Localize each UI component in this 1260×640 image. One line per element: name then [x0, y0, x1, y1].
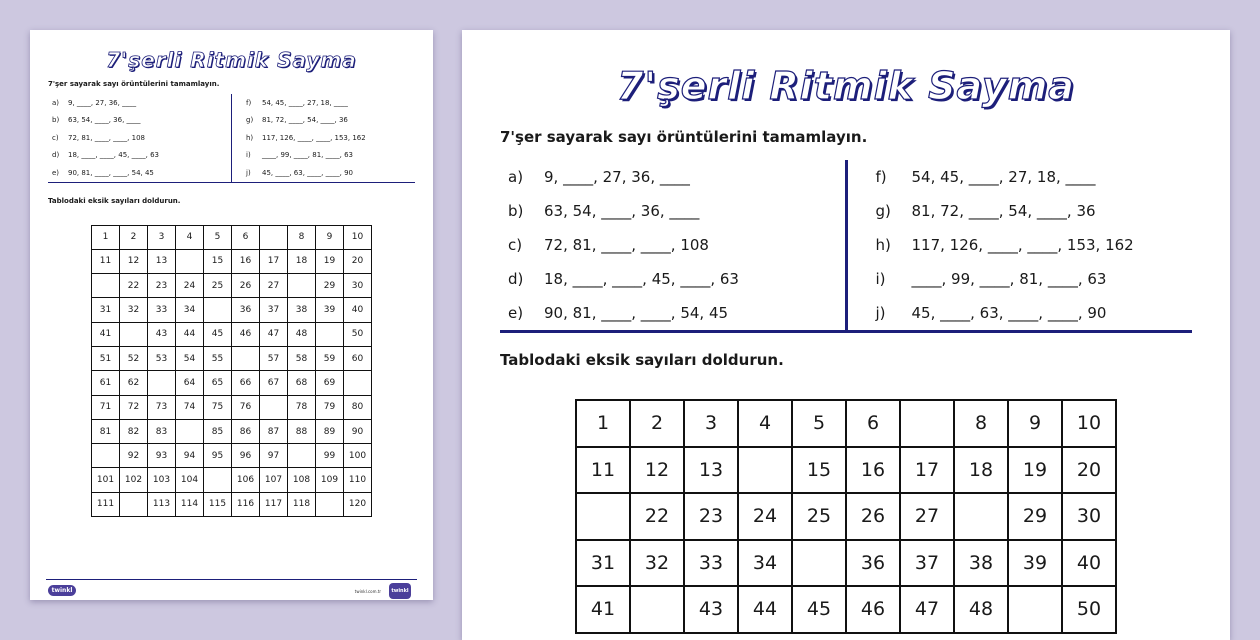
grid-cell: 41	[92, 322, 120, 346]
grid-cell: 9	[316, 225, 344, 249]
grid-cell	[92, 274, 120, 298]
grid-cell	[576, 493, 630, 540]
grid-cell: 15	[792, 447, 846, 494]
problem-item	[48, 147, 231, 165]
grid-cell: 3	[148, 225, 176, 249]
grid-row	[92, 419, 372, 443]
grid-cell: 20	[1062, 447, 1116, 494]
problem-label: b)	[508, 202, 524, 220]
problem-item	[232, 147, 415, 165]
problems-right	[232, 94, 415, 182]
grid-cell: 41	[576, 586, 630, 633]
grid-cell: 15	[204, 249, 232, 273]
grid-cell: 20	[344, 249, 372, 273]
grid-cell: 38	[288, 298, 316, 322]
grid-cell: 46	[232, 322, 260, 346]
grid-cell: 117	[260, 492, 288, 516]
grid-cell: 60	[344, 346, 372, 370]
grid-cell: 19	[316, 249, 344, 273]
worksheet-preview	[30, 30, 433, 600]
grid-cell: 16	[232, 249, 260, 273]
instruction-table: Tablodaki eksik sayıları doldurun.	[48, 196, 181, 205]
grid-cell: 99	[316, 444, 344, 468]
number-grid	[91, 225, 372, 518]
grid-cell: 83	[148, 419, 176, 443]
problem-label: h)	[246, 133, 254, 142]
grid-row	[576, 586, 1116, 633]
problem-sequence: 72, 81, ____, ____, 108	[544, 236, 709, 254]
footer	[46, 579, 417, 594]
grid-cell	[204, 298, 232, 322]
grid-cell: 37	[900, 540, 954, 587]
problems-left	[500, 160, 848, 330]
grid-cell: 6	[846, 400, 900, 447]
footer-divider	[46, 579, 417, 580]
problems-right	[848, 160, 1193, 330]
problem-label: g)	[875, 202, 891, 220]
grid-cell: 74	[176, 395, 204, 419]
grid-cell: 36	[232, 298, 260, 322]
grid-cell: 39	[316, 298, 344, 322]
grid-cell: 25	[204, 274, 232, 298]
grid-cell: 113	[148, 492, 176, 516]
grid-cell: 26	[232, 274, 260, 298]
grid-cell: 66	[232, 371, 260, 395]
instruction-table: Tablodaki eksik sayıları doldurun.	[500, 351, 784, 369]
worksheet-title: 7'şerli Ritmik Sayma	[106, 48, 357, 72]
grid-cell: 32	[120, 298, 148, 322]
grid-cell: 81	[92, 419, 120, 443]
grid-cell: 79	[316, 395, 344, 419]
grid-row	[92, 492, 372, 516]
problem-columns	[48, 94, 415, 183]
problem-label: d)	[52, 151, 60, 160]
problem-sequence: 81, 72, ____, 54, ____, 36	[911, 202, 1096, 220]
grid-cell: 47	[260, 322, 288, 346]
grid-cell: 108	[288, 468, 316, 492]
grid-row	[92, 444, 372, 468]
problem-item	[500, 262, 845, 296]
grid-row	[576, 493, 1116, 540]
grid-cell: 72	[120, 395, 148, 419]
grid-cell: 29	[1008, 493, 1062, 540]
problem-label: i)	[875, 270, 886, 288]
grid-cell: 22	[120, 274, 148, 298]
number-grid-wrap	[462, 399, 1230, 634]
grid-cell: 19	[1008, 447, 1062, 494]
problem-label: c)	[52, 133, 59, 142]
grid-cell: 97	[260, 444, 288, 468]
grid-cell	[316, 492, 344, 516]
grid-cell: 31	[576, 540, 630, 587]
grid-cell	[900, 400, 954, 447]
grid-cell: 118	[288, 492, 316, 516]
problem-item	[48, 129, 231, 147]
problem-label: c)	[508, 236, 523, 254]
problems-left	[48, 94, 232, 182]
grid-cell	[738, 447, 792, 494]
problem-item	[848, 296, 1193, 330]
problem-label: a)	[52, 98, 60, 107]
instruction-patterns: 7'şer sayarak sayı örüntülerini tamamlayın.	[500, 128, 868, 146]
problem-sequence: 54, 45, ____, 27, 18, ____	[262, 98, 348, 107]
grid-cell: 45	[204, 322, 232, 346]
grid-cell: 30	[1062, 493, 1116, 540]
problem-sequence: 18, ____, ____, 45, ____, 63	[544, 270, 739, 288]
grid-row	[92, 225, 372, 249]
grid-cell: 1	[576, 400, 630, 447]
grid-cell: 33	[148, 298, 176, 322]
grid-cell: 40	[344, 298, 372, 322]
grid-cell: 33	[684, 540, 738, 587]
grid-cell: 96	[232, 444, 260, 468]
problem-sequence: 45, ____, 63, ____, ____, 90	[262, 168, 353, 177]
problem-sequence: 90, 81, ____, ____, 54, 45	[68, 168, 154, 177]
grid-row	[92, 468, 372, 492]
grid-cell: 58	[288, 346, 316, 370]
grid-row	[92, 249, 372, 273]
grid-cell: 11	[576, 447, 630, 494]
grid-cell: 47	[900, 586, 954, 633]
grid-cell: 18	[954, 447, 1008, 494]
grid-cell: 55	[204, 346, 232, 370]
grid-cell: 80	[344, 395, 372, 419]
grid-cell: 27	[260, 274, 288, 298]
grid-cell: 13	[148, 249, 176, 273]
grid-cell: 82	[120, 419, 148, 443]
problem-label: b)	[52, 116, 60, 125]
problem-item	[48, 112, 231, 130]
grid-cell: 43	[684, 586, 738, 633]
problem-label: a)	[508, 168, 524, 186]
grid-row	[576, 540, 1116, 587]
grid-cell: 43	[148, 322, 176, 346]
problem-item	[848, 194, 1193, 228]
grid-row	[92, 298, 372, 322]
grid-cell: 92	[120, 444, 148, 468]
problem-label: e)	[52, 168, 60, 177]
grid-row	[92, 322, 372, 346]
grid-cell: 12	[630, 447, 684, 494]
grid-row	[576, 447, 1116, 494]
grid-cell: 1	[92, 225, 120, 249]
grid-cell: 44	[176, 322, 204, 346]
grid-cell: 38	[954, 540, 1008, 587]
grid-cell: 93	[148, 444, 176, 468]
problem-label: d)	[508, 270, 524, 288]
grid-cell: 4	[176, 225, 204, 249]
grid-cell: 57	[260, 346, 288, 370]
problem-item	[500, 296, 845, 330]
problem-item	[232, 129, 415, 147]
grid-cell: 36	[846, 540, 900, 587]
problem-label: h)	[875, 236, 891, 254]
grid-cell: 100	[344, 444, 372, 468]
grid-cell	[232, 346, 260, 370]
grid-cell: 107	[260, 468, 288, 492]
problem-sequence: 63, 54, ____, 36, ____	[544, 202, 700, 220]
grid-cell: 85	[204, 419, 232, 443]
grid-cell: 110	[344, 468, 372, 492]
grid-cell	[92, 444, 120, 468]
grid-cell: 2	[120, 225, 148, 249]
grid-cell: 104	[176, 468, 204, 492]
grid-cell: 32	[630, 540, 684, 587]
problem-sequence: 117, 126, ____, ____, 153, 162	[262, 133, 366, 142]
grid-cell: 31	[92, 298, 120, 322]
grid-cell: 103	[148, 468, 176, 492]
grid-cell: 5	[792, 400, 846, 447]
grid-cell: 95	[204, 444, 232, 468]
grid-cell: 59	[316, 346, 344, 370]
problem-label: f)	[246, 98, 252, 107]
grid-cell: 17	[260, 249, 288, 273]
worksheet-zoomed	[462, 30, 1230, 640]
grid-cell: 22	[630, 493, 684, 540]
grid-cell	[1008, 586, 1062, 633]
grid-cell: 34	[738, 540, 792, 587]
grid-cell: 2	[630, 400, 684, 447]
grid-cell	[344, 371, 372, 395]
problem-sequence: 54, 45, ____, 27, 18, ____	[911, 168, 1096, 186]
grid-cell	[204, 468, 232, 492]
grid-cell: 111	[92, 492, 120, 516]
grid-cell: 65	[204, 371, 232, 395]
grid-row	[92, 395, 372, 419]
problem-item	[48, 164, 231, 182]
grid-cell: 12	[120, 249, 148, 273]
grid-cell: 30	[344, 274, 372, 298]
grid-cell: 86	[232, 419, 260, 443]
problem-item	[232, 112, 415, 130]
grid-cell: 62	[120, 371, 148, 395]
grid-cell	[176, 249, 204, 273]
grid-cell: 102	[120, 468, 148, 492]
problem-sequence: 45, ____, 63, ____, ____, 90	[911, 304, 1107, 322]
grid-cell: 87	[260, 419, 288, 443]
grid-cell: 71	[92, 395, 120, 419]
grid-cell: 90	[344, 419, 372, 443]
grid-cell: 6	[232, 225, 260, 249]
grid-cell: 116	[232, 492, 260, 516]
grid-cell: 34	[176, 298, 204, 322]
footer-url: twinkl.com.tr	[354, 589, 381, 594]
problem-sequence: 63, 54, ____, 36, ____	[68, 116, 141, 125]
grid-cell	[260, 225, 288, 249]
instruction-patterns: 7'şer sayarak sayı örüntülerini tamamlayın.	[48, 80, 220, 88]
problem-item	[848, 262, 1193, 296]
problem-sequence: 117, 126, ____, ____, 153, 162	[911, 236, 1134, 254]
grid-cell: 45	[792, 586, 846, 633]
grid-cell: 16	[846, 447, 900, 494]
grid-cell: 101	[92, 468, 120, 492]
grid-cell: 109	[316, 468, 344, 492]
grid-cell: 53	[148, 346, 176, 370]
grid-cell	[288, 444, 316, 468]
grid-cell: 29	[316, 274, 344, 298]
grid-cell: 69	[316, 371, 344, 395]
grid-cell: 24	[738, 493, 792, 540]
grid-cell: 89	[316, 419, 344, 443]
grid-cell: 106	[232, 468, 260, 492]
number-grid-wrap	[30, 225, 433, 518]
problem-sequence: 81, 72, ____, 54, ____, 36	[262, 116, 348, 125]
grid-cell: 88	[288, 419, 316, 443]
grid-cell: 76	[232, 395, 260, 419]
grid-cell: 13	[684, 447, 738, 494]
number-grid	[575, 399, 1117, 634]
problem-sequence: 9, ____, 27, 36, ____	[68, 98, 137, 107]
grid-cell: 51	[92, 346, 120, 370]
grid-cell: 115	[204, 492, 232, 516]
grid-cell: 67	[260, 371, 288, 395]
worksheet-title: 7'şerli Ritmik Sayma	[617, 64, 1075, 108]
problem-sequence: 18, ____, ____, 45, ____, 63	[68, 151, 159, 160]
grid-cell: 8	[954, 400, 1008, 447]
problem-columns	[500, 160, 1192, 333]
twinkl-badge: twinkl	[389, 583, 411, 599]
problem-sequence: ____, 99, ____, 81, ____, 63	[911, 270, 1107, 288]
grid-row	[576, 400, 1116, 447]
grid-cell: 39	[1008, 540, 1062, 587]
grid-cell	[792, 540, 846, 587]
grid-cell: 4	[738, 400, 792, 447]
problem-item	[48, 94, 231, 112]
grid-cell: 44	[738, 586, 792, 633]
problem-sequence: 9, ____, 27, 36, ____	[544, 168, 690, 186]
grid-cell: 26	[846, 493, 900, 540]
grid-cell: 50	[1062, 586, 1116, 633]
grid-cell: 24	[176, 274, 204, 298]
grid-cell: 5	[204, 225, 232, 249]
problem-item	[500, 160, 845, 194]
grid-cell	[148, 371, 176, 395]
problem-label: j)	[875, 304, 886, 322]
problem-item	[500, 228, 845, 262]
problem-label: j)	[246, 168, 251, 177]
problem-item	[232, 164, 415, 182]
problem-sequence: ____, 99, ____, 81, ____, 63	[262, 151, 353, 160]
grid-cell: 3	[684, 400, 738, 447]
grid-cell: 48	[954, 586, 1008, 633]
grid-cell: 10	[1062, 400, 1116, 447]
grid-cell	[260, 395, 288, 419]
grid-row	[92, 371, 372, 395]
grid-cell: 75	[204, 395, 232, 419]
problem-item	[232, 94, 415, 112]
grid-cell: 11	[92, 249, 120, 273]
problem-item	[500, 194, 845, 228]
grid-cell: 40	[1062, 540, 1116, 587]
grid-cell	[954, 493, 1008, 540]
grid-row	[92, 346, 372, 370]
grid-cell: 27	[900, 493, 954, 540]
problem-sequence: 72, 81, ____, ____, 108	[68, 133, 145, 142]
grid-cell	[176, 419, 204, 443]
grid-cell: 68	[288, 371, 316, 395]
twinkl-logo: twinkl	[48, 585, 76, 596]
grid-cell: 114	[176, 492, 204, 516]
grid-cell: 37	[260, 298, 288, 322]
grid-cell: 17	[900, 447, 954, 494]
grid-cell: 8	[288, 225, 316, 249]
grid-cell	[120, 322, 148, 346]
problem-item	[848, 228, 1193, 262]
grid-cell: 9	[1008, 400, 1062, 447]
problem-label: f)	[875, 168, 887, 186]
problem-sequence: 90, 81, ____, ____, 54, 45	[544, 304, 729, 322]
grid-cell: 23	[148, 274, 176, 298]
grid-cell: 78	[288, 395, 316, 419]
problem-label: g)	[246, 116, 254, 125]
grid-cell: 25	[792, 493, 846, 540]
grid-cell	[630, 586, 684, 633]
problem-item	[848, 160, 1193, 194]
problem-label: i)	[246, 151, 251, 160]
grid-cell: 46	[846, 586, 900, 633]
grid-cell: 73	[148, 395, 176, 419]
grid-cell	[316, 322, 344, 346]
grid-cell: 52	[120, 346, 148, 370]
grid-cell: 94	[176, 444, 204, 468]
grid-cell: 10	[344, 225, 372, 249]
grid-cell: 18	[288, 249, 316, 273]
grid-cell: 61	[92, 371, 120, 395]
grid-cell: 50	[344, 322, 372, 346]
grid-cell: 120	[344, 492, 372, 516]
grid-row	[92, 274, 372, 298]
problem-label: e)	[508, 304, 524, 322]
grid-cell: 48	[288, 322, 316, 346]
grid-cell: 64	[176, 371, 204, 395]
grid-cell	[288, 274, 316, 298]
grid-cell: 54	[176, 346, 204, 370]
grid-cell: 23	[684, 493, 738, 540]
grid-cell	[120, 492, 148, 516]
